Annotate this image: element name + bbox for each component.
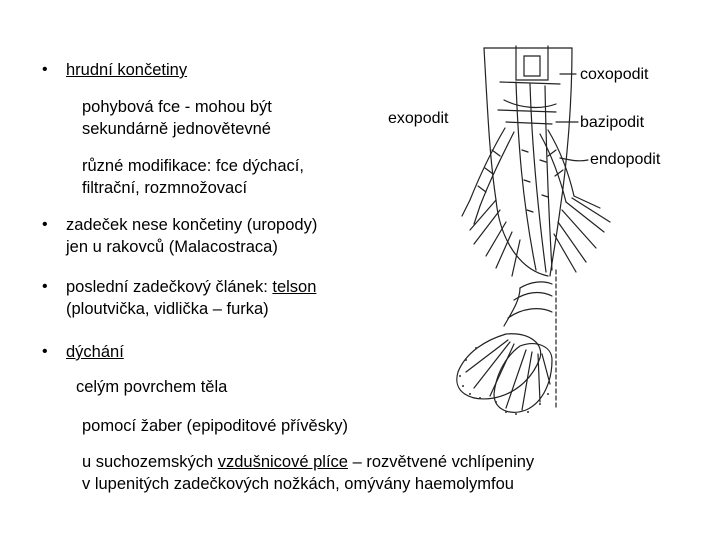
- bullet-4-sub3-line2: v lupenitých zadečkových nožkách, omývány haemolymfou: [82, 475, 514, 493]
- bullet-1-sub1-line2: sekundárně jednovětevné: [82, 120, 271, 138]
- bullet-2-line1: zadeček nese končetiny (uropody): [66, 216, 318, 234]
- label-exopodit: exopodit: [388, 110, 449, 127]
- label-coxopodit: coxopodit: [580, 66, 649, 83]
- bullet-1-sub2-line2: filtrační, rozmnožovací: [82, 179, 248, 197]
- bullet-1-title: hrudní končetiny: [66, 61, 188, 79]
- bullet-3-marker: •: [42, 278, 48, 295]
- label-endopodit: endopodit: [590, 151, 661, 168]
- label-bazipodit: bazipodit: [580, 114, 645, 131]
- bullet-4-sub3-suffix: – rozvětvené vchlípeniny: [347, 453, 535, 471]
- bullet-1-marker: •: [42, 61, 48, 78]
- telson-term: telson: [272, 278, 317, 296]
- bullet-1-sub2-line1: různé modifikace: fce dýchací,: [82, 157, 304, 175]
- bullet-4-title: dýchání: [66, 343, 124, 361]
- bullet-3-line1-prefix: poslední zadečkový článek:: [66, 278, 273, 296]
- bullet-4-sub1: celým povrchem těla: [76, 378, 228, 396]
- bullet-1-sub1-line1: pohybová fce - mohou být: [82, 98, 272, 116]
- bullet-2-line2: jen u rakovců (Malacostraca): [66, 238, 278, 256]
- bullet-3-line2: (ploutvička, vidlička – furka): [66, 300, 269, 318]
- vzdusnicove-plice-term: vzdušnicové plíce: [217, 453, 348, 471]
- bullet-4-sub2: pomocí žaber (epipoditové přívěsky): [82, 417, 348, 435]
- bullet-4-sub3-prefix: u suchozemských: [82, 453, 218, 471]
- bullet-4-marker: •: [42, 343, 48, 360]
- bullet-2-marker: •: [42, 216, 48, 233]
